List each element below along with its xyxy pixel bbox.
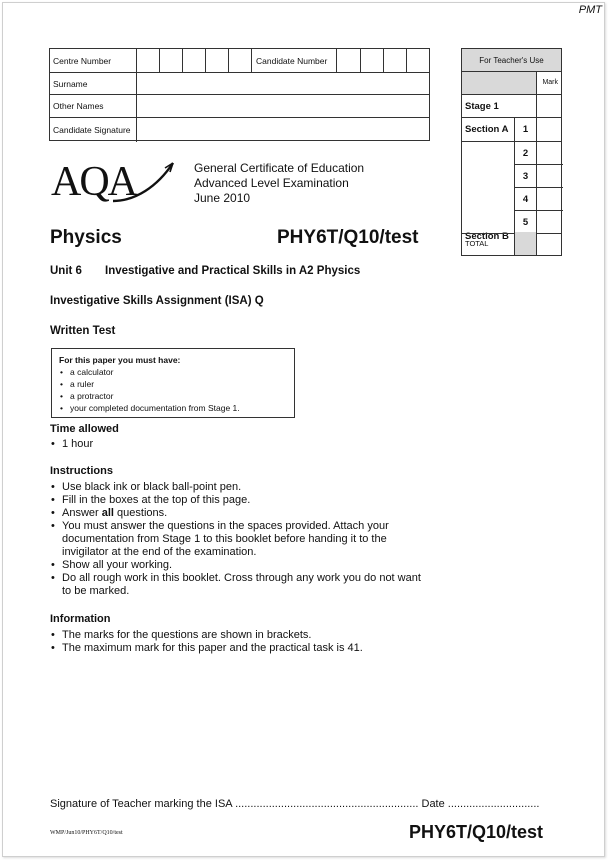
section-a-row: [462, 118, 561, 142]
information-item: • The marks for the questions are shown in brackets.: [50, 629, 363, 642]
mark-label: Mark: [542, 79, 558, 86]
instruction-item: • You must answer the questions in the spaces provided. Attach your documentation from Stage 1 to this booklet before handing it to the invigilator at the end of the examination.: [50, 520, 422, 559]
teacher-signature-line: Signature of Teacher marking the ISA ............................................................ Date ..............................: [50, 798, 540, 810]
instruction-item: • Do all rough work in this booklet. Cross through any work you do not want to be marked.: [50, 572, 422, 598]
aqa-logo-mark: [49, 157, 179, 203]
surname-label: Surname: [50, 73, 137, 94]
other-names-label: Other Names: [50, 95, 137, 117]
unit-heading: [50, 265, 361, 277]
other-names-row[interactable]: [50, 95, 429, 118]
materials-box: [51, 348, 295, 418]
centre-number-label: Centre Number: [50, 49, 137, 72]
board-line-3: June 2010: [194, 191, 251, 205]
mark-header-shade: [462, 72, 537, 94]
teacher-use-header: For Teacher's Use: [462, 49, 561, 72]
corner-mark: PMT: [578, 4, 602, 16]
subject-title: Physics: [50, 227, 122, 248]
centre-number-box[interactable]: [137, 49, 160, 72]
information-heading: Information: [50, 613, 111, 625]
candidate-number-label: Candidate Number: [252, 49, 337, 72]
candidate-details-box: [49, 48, 430, 141]
total-shade: [514, 232, 537, 255]
instructions-heading: Instructions: [50, 465, 113, 477]
candidate-number-box[interactable]: [337, 49, 361, 72]
question-4-number: 4: [514, 188, 537, 210]
written-test-heading: Written Test: [50, 325, 116, 337]
mark-header-row: [462, 72, 561, 95]
question-5-row: [462, 211, 561, 234]
teacher-use-box: [461, 48, 562, 256]
surname-row[interactable]: [50, 73, 429, 95]
question-3-number: 3: [514, 165, 537, 187]
section-b-label: Section B: [465, 230, 509, 242]
candidate-signature-row[interactable]: [50, 118, 429, 142]
question-2-row: [514, 142, 563, 165]
unit-title: Investigative and Practical Skills in A2 Physics: [105, 265, 361, 277]
instruction-item: [50, 507, 422, 520]
unit-number: Unit 6: [50, 265, 82, 277]
centre-number-box[interactable]: [206, 49, 229, 72]
footer-paper-code: PHY6T/Q10/test: [409, 822, 544, 842]
question-1-number: 1: [514, 118, 537, 141]
materials-item: • a calculator: [59, 366, 294, 378]
board-line-1: General Certificate of Education: [194, 161, 365, 175]
instruction-item: • Use black ink or black ball-point pen.: [50, 481, 422, 494]
candidate-signature-label: Candidate Signature: [50, 118, 137, 142]
instruction-text: Answer: [62, 507, 102, 519]
total-label: TOTAL: [465, 239, 489, 248]
board-line-2: Advanced Level Examination: [194, 176, 349, 190]
instructions-list: [50, 481, 422, 598]
centre-number-row: [50, 49, 429, 73]
instruction-item: • Show all your working.: [50, 559, 422, 572]
question-3-row: [514, 165, 563, 188]
aqa-logo: [49, 157, 179, 203]
logo-text: AQA: [51, 159, 136, 203]
materials-item: • a protractor: [59, 390, 294, 402]
exam-board-info: [194, 161, 364, 206]
materials-heading: For this paper you must have:: [59, 355, 181, 365]
centre-number-box[interactable]: [160, 49, 183, 72]
time-list: [50, 438, 93, 451]
stage1-label: Stage 1: [462, 95, 537, 117]
time-value: • 1 hour: [50, 438, 93, 451]
total-row: [462, 232, 561, 255]
candidate-number-box[interactable]: [361, 49, 384, 72]
instruction-emphasis: all: [101, 507, 114, 519]
paper-code: PHY6T/Q10/test: [277, 227, 419, 248]
candidate-number-box[interactable]: [384, 49, 407, 72]
centre-number-box[interactable]: [183, 49, 206, 72]
stage1-row: [462, 95, 561, 118]
question-4-row: [514, 188, 563, 211]
question-2-number: 2: [514, 142, 537, 164]
information-item: • The maximum mark for this paper and the practical task is 41.: [50, 642, 363, 655]
information-list: [50, 629, 363, 655]
instruction-text: questions.: [113, 507, 168, 519]
materials-list: [59, 366, 294, 414]
question-5-number: 5: [514, 211, 537, 233]
centre-number-box[interactable]: [229, 49, 252, 72]
footer-document-id: WMP/Jun10/PHY6T/Q10/test: [50, 830, 123, 836]
section-a-label: Section A: [465, 124, 509, 135]
materials-item: • a ruler: [59, 378, 294, 390]
materials-item: • your completed documentation from Stage 1.: [59, 402, 294, 414]
time-heading: Time allowed: [50, 423, 119, 435]
instruction-item: • Fill in the boxes at the top of this page.: [50, 494, 422, 507]
assignment-title: Investigative Skills Assignment (ISA) Q: [50, 295, 264, 307]
